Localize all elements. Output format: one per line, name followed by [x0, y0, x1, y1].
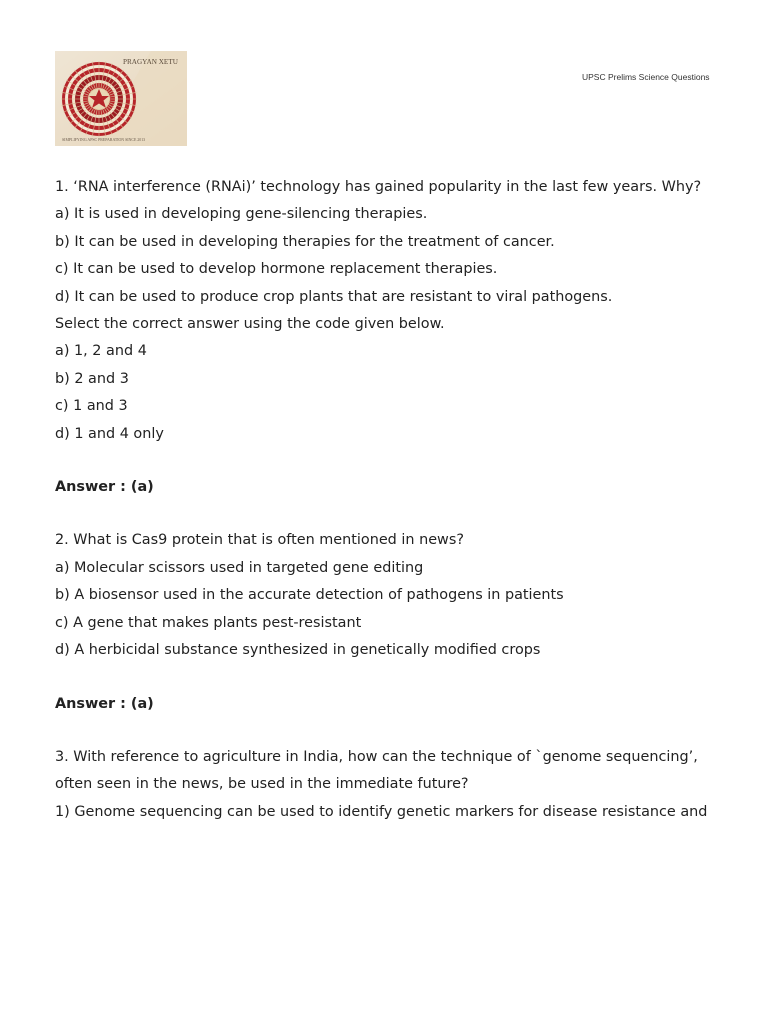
question-2-line: c) A gene that makes plants pest-resistant	[55, 614, 362, 631]
question-3	[55, 744, 715, 826]
question-2-line: b) A biosensor used in the accurate detection of pathogens in patients	[55, 587, 564, 604]
question-3-line: 3. With reference to agriculture in India, how can the technique of `genome sequencing’,	[55, 748, 698, 765]
spacer	[55, 501, 715, 527]
spacer	[55, 448, 715, 474]
spacer	[55, 665, 715, 691]
question-1-line: a) It is used in developing gene-silencing therapies.	[55, 206, 428, 223]
pragyan-xetu-logo	[55, 51, 187, 146]
question-1	[55, 174, 715, 527]
questions-container	[55, 174, 715, 826]
question-1-line: b) It can be used in developing therapies for the treatment of cancer.	[55, 233, 555, 250]
question-1-line: b) 2 and 3	[55, 370, 129, 387]
document-header-label: UPSC Prelims Science Questions	[582, 72, 710, 82]
question-1-answer: Answer : (a)	[55, 479, 154, 496]
question-2	[55, 527, 715, 743]
question-1-line: c) 1 and 3	[55, 398, 128, 415]
question-1-line: c) It can be used to develop hormone replacement therapies.	[55, 261, 498, 278]
question-1-line: 1. ‘RNA interference (RNAi)’ technology has gained popularity in the last few years. Why?	[55, 179, 702, 195]
question-2-line: a) Molecular scissors used in targeted gene editing	[55, 559, 424, 576]
spacer	[55, 718, 715, 744]
logo-image	[55, 51, 187, 146]
question-2-line: d) A herbicidal substance synthesized in genetically modified crops	[55, 642, 541, 659]
question-3-line: often seen in the news, be used in the immediate future?	[55, 776, 469, 793]
question-2-answer: Answer : (a)	[55, 695, 154, 712]
question-1-line: d) 1 and 4 only	[55, 425, 164, 442]
question-1-line: d) It can be used to produce crop plants that are resistant to viral pathogens.	[55, 288, 613, 305]
question-3-line: 1) Genome sequencing can be used to identify genetic markers for disease resistance and	[55, 803, 708, 820]
question-2-line: 2. What is Cas9 protein that is often mentioned in news?	[55, 532, 464, 549]
logo-tagline-text: SIMPLIFYING APSC PREPARATION SINCE 2013	[62, 138, 146, 142]
question-1-line: Select the correct answer using the code given below.	[55, 316, 445, 333]
logo-brand-text: PRAGYAN XETU	[123, 58, 178, 66]
question-1-line: a) 1, 2 and 4	[55, 343, 147, 360]
